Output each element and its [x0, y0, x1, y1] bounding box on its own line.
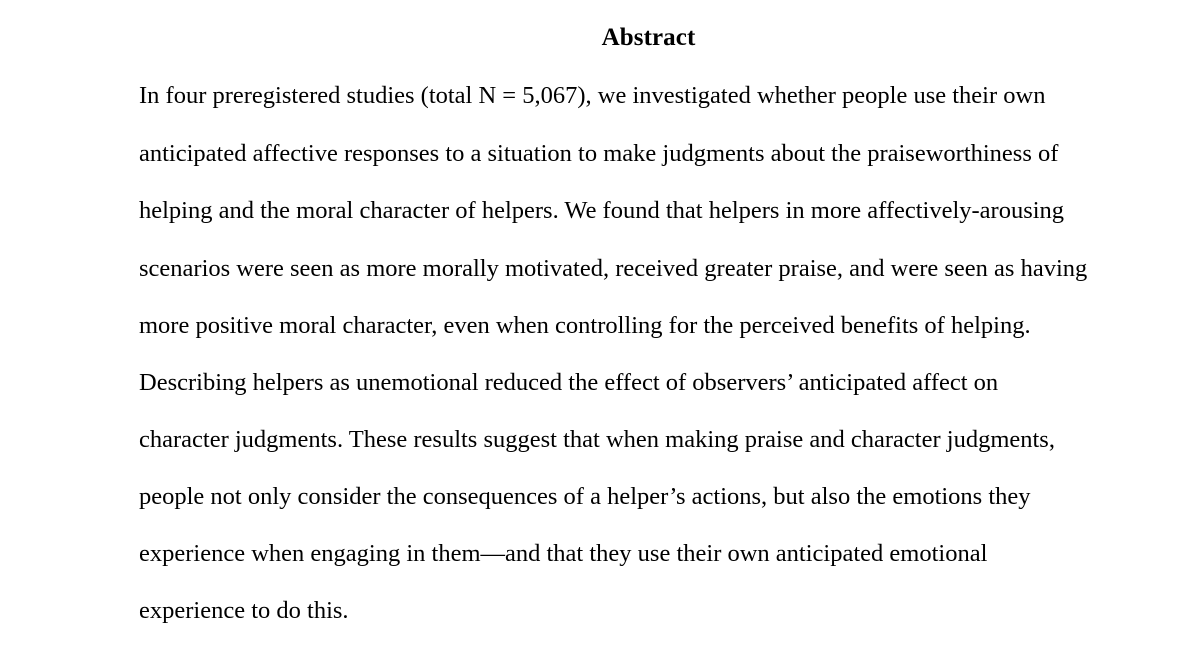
abstract-line-10: experience to do this.	[139, 597, 349, 624]
abstract-line-9: experience when engaging in them—and that they use their own anticipated emotional	[139, 540, 988, 567]
abstract-line-1: In four preregistered studies (total N = 5,067), we investigated whether people use their own	[139, 82, 1046, 109]
abstract-line-3: helping and the moral character of helpers. We found that helpers in more affectively-arousing	[139, 197, 1065, 224]
abstract-line-8: people not only consider the consequences of a helper’s actions, but also the emotions they	[139, 483, 1031, 510]
abstract-heading: Abstract	[601, 24, 696, 51]
abstract-line-5: more positive moral character, even when controlling for the perceived benefits of helping.	[139, 312, 1031, 339]
abstract-line-6: Describing helpers as unemotional reduced the effect of observers’ anticipated affect on	[139, 369, 999, 396]
abstract-line-2: anticipated affective responses to a situation to make judgments about the praiseworthiness of	[139, 140, 1059, 167]
abstract-line-4: scenarios were seen as more morally motivated, received greater praise, and were seen as having	[139, 255, 1088, 282]
abstract-line-7: character judgments. These results suggest that when making praise and character judgments,	[139, 426, 1055, 453]
